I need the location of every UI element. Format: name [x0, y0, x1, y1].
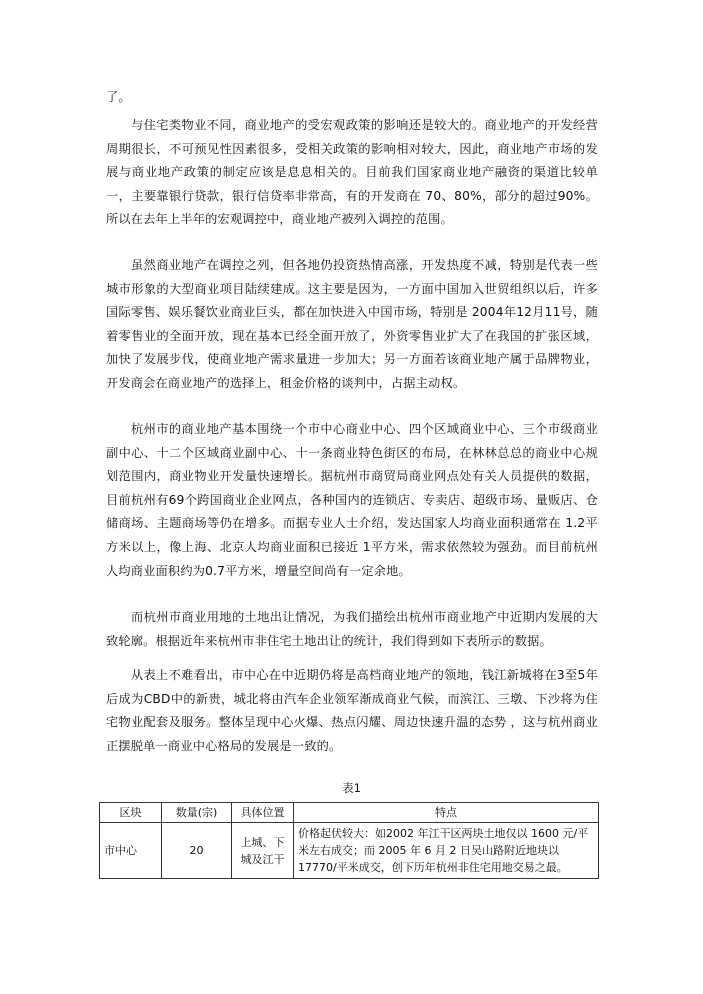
cell-block: 市中心 [100, 823, 162, 879]
cell-location: 上城、下城及江干 [232, 823, 294, 879]
paragraph-policy-impact [106, 114, 598, 232]
table-header-row [100, 803, 599, 823]
land-transfer-table [99, 802, 599, 879]
header-block: 区块 [100, 803, 162, 823]
header-quantity: 数量(宗) [162, 803, 232, 823]
header-features: 特点 [294, 803, 599, 823]
paragraph-text: 从表上不难看出，市中心在中近期仍将是高档商业地产的领地，钱江新城将在3至5年后成为CBD中的新贵，城北将由汽车企业领军渐成商业气候，而滨江、三墩、下沙将为住宅物业配套及服务。整体呈现中心火爆、热点闪耀、周边快速升温的态势 ，这与杭州商业正摆脱单一商业中心格局的发展是一致的。 [106, 668, 598, 753]
paragraph-continuation [106, 86, 598, 110]
header-location: 具体位置 [232, 803, 294, 823]
paragraph-investment-enthusiasm [106, 254, 598, 396]
cell-features: 价格起伏较大：如2002 年江干区两块土地仅以 1600 元/平米左右成交；而 2005 年 6 月 2 日吴山路附近地块以 17770/平米成交，创下历年杭州非住宅用地交易之最。 [294, 823, 599, 879]
paragraph-conclusion [106, 664, 598, 758]
paragraph-text: 杭州市的商业地产基本围绕一个市中心商业中心、四个区域商业中心、三个市级商业副中心、十二个区域商业副中心、十一条商业特色街区的布局，在林林总总的商业中心规划范围内，商业物业开发量快速增长。据杭州市商贸局商业网点处有关人员提供的数据，目前杭州有69个跨国商业企业网点，各种国内的连锁店、专卖店、超级市场、量贩店、仓储商场、主题商场等仍在增多。而据专业人士介绍，发达国家人均商业面积通常在 1.2平方米以上，像上海、北京人均商业面积已接近 1平方米，需求依然较为强劲。而目前杭州人均商业面积约为0.7平方米，增量空间尚有一定余地。 [106, 422, 598, 578]
paragraph-hangzhou-layout [106, 418, 598, 583]
cell-quantity: 20 [162, 823, 232, 879]
paragraph-text: 与住宅类物业不同，商业地产的受宏观政策的影响还是较大的。商业地产的开发经营周期很长，不可预见性因素很多，受相关政策的影响相对较大，因此，商业地产市场的发展与商业地产政策的制定应该是息息相关的。目前我们国家商业地产融资的渠道比较单一，主要靠银行贷款，银行信贷率非常高，有的开发商在 70、80%，部分的超过90%。所以在去年上半年的宏观调控中，商业地产被列入调控的范围。 [106, 118, 598, 227]
paragraph-text: 虽然商业地产在调控之列，但各地仍投资热情高涨，开发热度不减，特别是代表一些城市形象的大型商业项目陆续建成。这主要是因为，一方面中国加入世贸组织以后，许多国际零售、娱乐餐饮业商业巨头，都在加快进入中国市场，特别是 2004年12月11号，随着零售业的全面开放，现在基本已经全面开放了，外资零售业扩大了在我国的扩张区域，加快了发展步伐，使商业地产需求量进一步加大；另一方面若该商业地产属于品牌物业，开发商会在商业地产的选择上，租金价格的谈判中，占据主动权。 [106, 258, 598, 390]
table-caption: 表1 [342, 781, 361, 795]
table-row [100, 823, 599, 879]
paragraph-text: 而杭州市商业用地的土地出让情况，为我们描绘出杭州市商业地产中近期内发展的大致轮廓。根据近年来杭州市非住宅土地出让的统计，我们得到如下表所示的数据。 [106, 610, 598, 648]
paragraph-text: 了。 [106, 90, 131, 104]
paragraph-land-transfer [106, 606, 598, 653]
